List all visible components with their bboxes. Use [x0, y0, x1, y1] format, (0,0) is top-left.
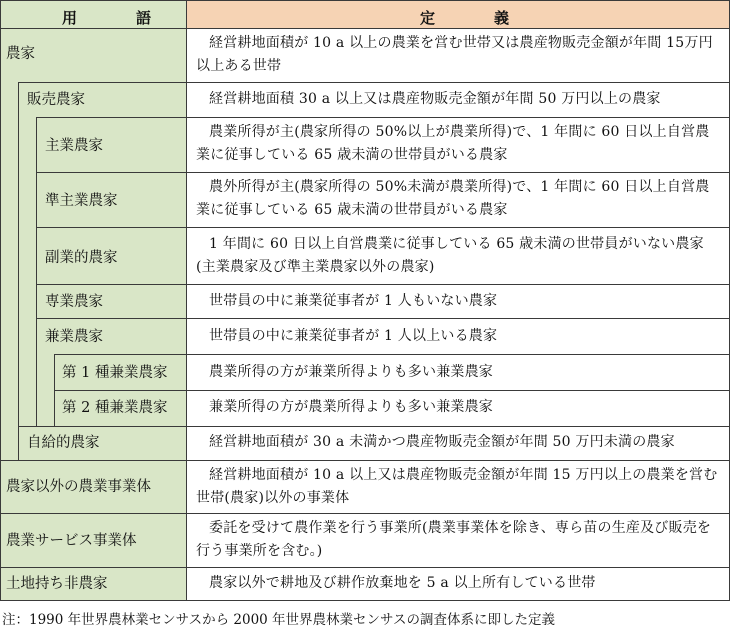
definition-junshugyo-noka: 農外所得が主(農家所得の 50%未満が農業所得)で、1 年間に 60 日以上自営農業に従事している 65 歳未満の世帯員がいる農家 — [196, 179, 710, 218]
definition-noka-igai-jigyotai: 経営耕地面積が 10 a 以上又は農産物販売金額が年間 15 万円以上の農業を営む世帯(農家)以外の事業体 — [196, 467, 718, 506]
term-nogyo-service-jigyotai: 農業サービス事業体 — [6, 533, 137, 549]
definition-noka: 経営耕地面積が 10 a 以上の農業を営む世帯又は農産物販売金額が年間 15万円以上ある世帯 — [196, 35, 713, 74]
term-tochimochi-hinoka: 土地持ち非農家 — [6, 576, 108, 592]
term-dai1shu-kengyo-noka: 第 1 種兼業農家 — [62, 365, 168, 381]
term-noka: 農家 — [6, 46, 35, 62]
term-dai2shu-kengyo-noka: 第 2 種兼業農家 — [62, 400, 168, 416]
definition-shugyo-noka: 農業所得が主(農家所得の 50%以上が農業所得)で、1 年間に 60 日以上自営農業に従事している 65 歳未満の世帯員がいる農家 — [196, 124, 710, 163]
term-column-background — [0, 28, 186, 600]
definition-fukugyoteki-noka: 1 年間に 60 日以上自営農業に従事している 65 歳未満の世帯員がいない農家(主業農家及び準主業農家以外の農家) — [196, 236, 704, 275]
definition-dai2shu-kengyo-noka: 兼業所得の方が農業所得よりも多い兼業農家 — [209, 399, 493, 415]
definition-hanbai-noka: 経営耕地面積 30 a 以上又は農産物販売金額が年間 50 万円以上の農家 — [209, 91, 661, 107]
footnote: 注：1990 年世界農林業センサスから 2000 年世界農林業センサスの調査体系に即した定義 — [2, 612, 556, 628]
definition-nogyo-service-jigyotai: 委託を受けて農作業を行う事業所(農業事業体を除き、専ら苗の生産及び販売を行う事業所を含む。) — [196, 520, 712, 559]
definition-dai1shu-kengyo-noka: 農業所得の方が兼業所得よりも多い兼業農家 — [209, 364, 493, 380]
definition-kengyo-noka: 世帯員の中に兼業従事者が 1 人以上いる農家 — [209, 328, 498, 344]
term-junshugyo-noka: 準主業農家 — [45, 193, 118, 209]
term-jikyuteki-noka: 自給的農家 — [27, 435, 100, 451]
term-shugyo-noka: 主業農家 — [45, 138, 103, 154]
definition-jikyuteki-noka: 経営耕地面積が 30 a 未満かつ農産物販売金額が年間 50 万円未満の農家 — [209, 434, 675, 450]
header-term-label: 用 語 — [62, 9, 174, 27]
term-sengyo-noka: 専業農家 — [45, 294, 103, 310]
definition-tochimochi-hinoka: 農家以外で耕地及び耕作放棄地を 5 a 以上所有している世帯 — [209, 575, 596, 591]
term-kengyo-noka: 兼業農家 — [45, 329, 103, 345]
header-definition-label: 定 義 — [420, 9, 532, 27]
term-hanbai-noka: 販売農家 — [27, 92, 85, 108]
term-fukugyoteki-noka: 副業的農家 — [45, 250, 118, 266]
term-noka-igai-jigyotai: 農家以外の農業事業体 — [6, 479, 151, 495]
definition-sengyo-noka: 世帯員の中に兼業従事者が 1 人もいない農家 — [209, 293, 498, 309]
